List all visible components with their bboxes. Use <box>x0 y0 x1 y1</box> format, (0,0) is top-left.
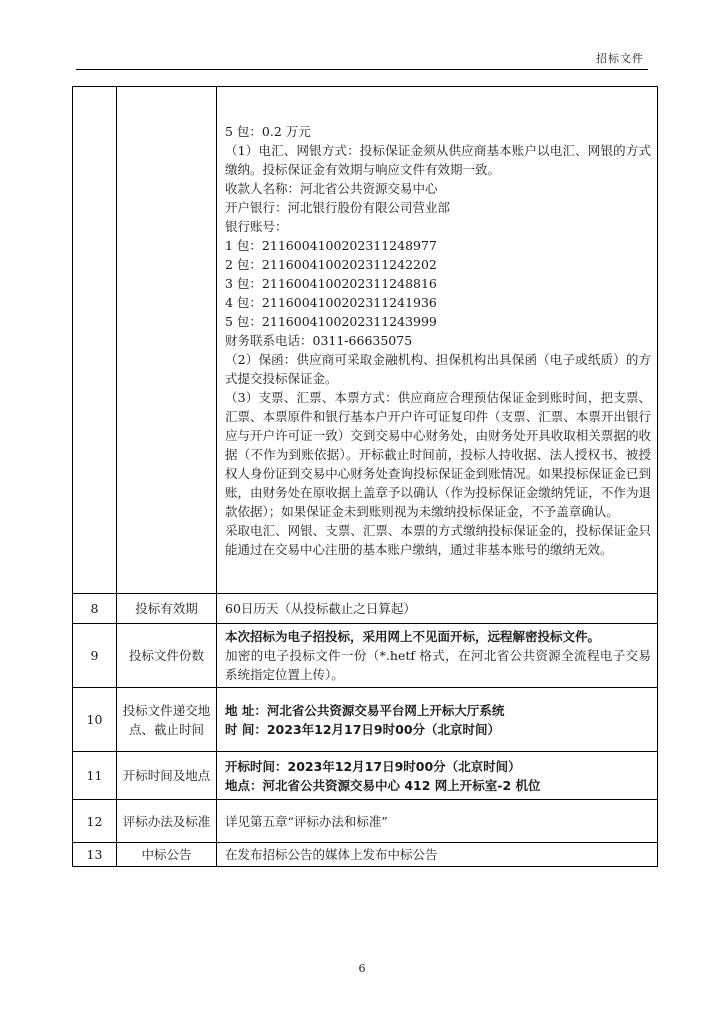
row-label-cell: 评标办法及标准 <box>117 800 217 843</box>
row-content-cell <box>217 594 658 624</box>
account-line: 2 包：2116004100202311242202 <box>225 256 437 272</box>
page-number: 6 <box>358 962 366 975</box>
payee-name-line: 收款人名称：河北省公共资源交易中心 <box>225 180 438 196</box>
row-label-cell: 投标文件递交地点、截止时间 <box>117 688 217 752</box>
table-row <box>73 800 658 843</box>
address-line: 地 址：河北省公共资源交易平台网上开标大厅系统 <box>225 702 505 718</box>
row-label-cell: 中标公告 <box>117 843 217 867</box>
account-line: 3 包：2116004100202311248816 <box>225 275 437 291</box>
basic-account-paragraph: 采取电汇、网银、支票、汇票、本票的方式缴纳投标保证金的，投标保证金只能通过在交易中心注册的基本账户缴纳，通过非基本账号的缴纳无效。 <box>225 522 651 557</box>
row-number-cell <box>73 87 117 594</box>
row-label-cell: 开标时间及地点 <box>117 752 217 800</box>
row-content-cell <box>217 624 658 688</box>
account-line: 1 包：2116004100202311248977 <box>225 237 437 253</box>
deposit-amount-line: 5 包：0.2 万元 <box>225 123 311 139</box>
row-content-cell <box>217 800 658 843</box>
account-line: 5 包：2116004100202311243999 <box>225 313 437 329</box>
table-row <box>73 843 658 867</box>
row-number-cell: 10 <box>73 688 117 752</box>
row-label-cell <box>117 87 217 594</box>
table-row <box>73 688 658 752</box>
account-label-line: 银行账号： <box>225 218 288 234</box>
account-line: 4 包：2116004100202311241936 <box>225 294 437 310</box>
row-number-cell: 8 <box>73 594 117 624</box>
opening-place-line: 地点：河北省公共资源交易中心 412 网上开标室-2 机位 <box>225 777 541 793</box>
content-line: 60日历天（从投标截止之日算起） <box>225 601 416 616</box>
row-content-cell <box>217 752 658 800</box>
table-row <box>73 594 658 624</box>
content-line: 在发布招标公告的媒体上发布中标公告 <box>225 847 438 862</box>
row-number-cell: 13 <box>73 843 117 867</box>
content-line: 详见第五章“评标办法和标准” <box>225 813 388 829</box>
row-content-cell <box>217 688 658 752</box>
opening-time-line: 开标时间：2023年12月17日9时00分（北京时间） <box>225 758 521 774</box>
row-number-cell: 11 <box>73 752 117 800</box>
row-number-cell: 12 <box>73 800 117 843</box>
document-header-title: 招标文件 <box>596 52 644 65</box>
finance-phone-line: 财务联系电话：0311-66635075 <box>225 332 413 348</box>
table-row <box>73 87 658 594</box>
row-label-cell: 投标文件份数 <box>117 624 217 688</box>
header-rule <box>76 69 648 70</box>
table-row <box>73 752 658 800</box>
content-line: 加密的电子投标文件一份（*.hetf 格式，在河北省公共资源全流程电子交易系统指定位置上传）。 <box>225 648 651 682</box>
row-content-cell <box>217 87 658 594</box>
guarantee-paragraph: （2）保函：供应商可采取金融机构、担保机构出具保函（电子或纸质）的方式提交投标保证金。 <box>225 351 651 386</box>
table-row <box>73 624 658 688</box>
deadline-line: 时 间：2023年12月17日9时00分（北京时间） <box>225 721 501 737</box>
bank-name-line: 开户银行：河北银行股份有限公司营业部 <box>225 199 451 215</box>
row-label-cell: 投标有效期 <box>117 594 217 624</box>
row-content-cell <box>217 843 658 867</box>
row-number-cell: 9 <box>73 624 117 688</box>
tender-info-table <box>72 86 658 867</box>
wire-transfer-paragraph: （1）电汇、网银方式：投标保证金须从供应商基本账户以电汇、网银的方式缴纳。投标保证金有效期与响应文件有效期一致。 <box>225 142 651 177</box>
cheque-paragraph: （3）支票、汇票、本票方式：供应商应合理预估保证金到账时间，把支票、汇票、本票原件和银行基本户开户许可证复印件（支票、汇票、本票开出银行应与开户许可证一致）交到交易中心财务处，由财务处开具收取相关票据的收据（不作为到账依据）。开标截止时间前，投标人持收据、法人授权书、被授权人身份证到交易中心财务处查询投标保证金到账情况。如果投标保证金已到账，由财务处在原收据上盖章予以确认（作为投标保证金缴纳凭证，不作为退款依据）；如果保证金未到账则视为未缴纳投标保证金，不予盖章确认。 <box>225 389 651 519</box>
bold-content-line: 本次招标为电子招投标，采用网上不见面开标，远程解密投标文件。 <box>225 629 601 644</box>
